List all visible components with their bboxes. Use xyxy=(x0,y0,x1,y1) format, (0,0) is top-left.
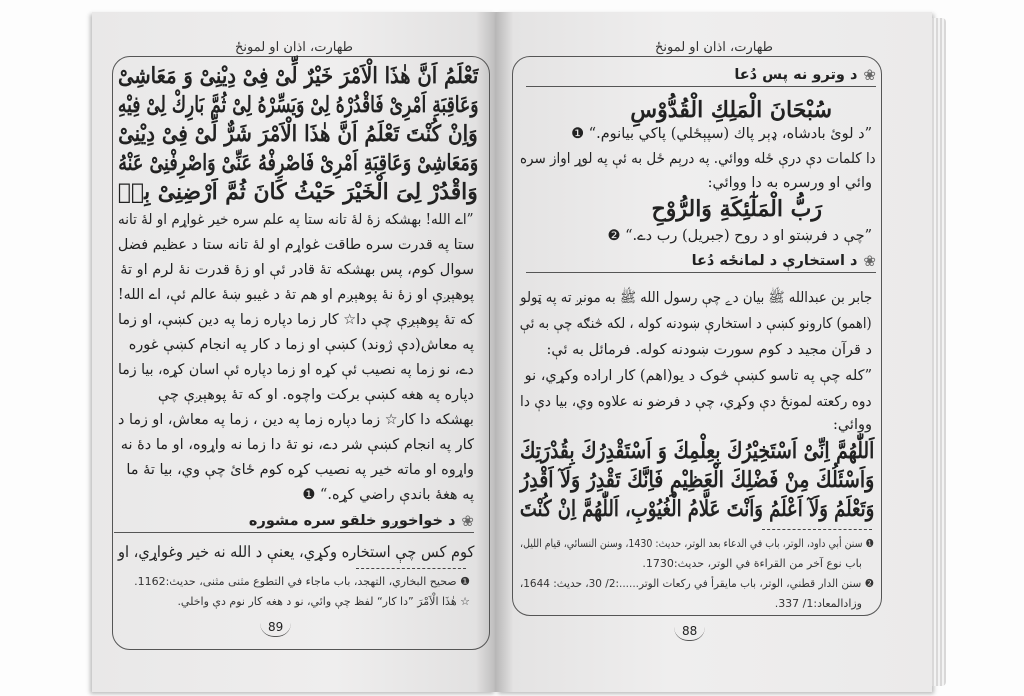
dua-line: وَاَسْئَلُكَ مِنْ فَضْلِكَ الْعَظِيْمِ فَاِنَّكَ تَقْدِرُ وَلَآ اَقْدِرُ xyxy=(519,467,874,493)
body-line: كوم كس چې استخاره وكړي، يعنې د الله نه خير وغواړي، او xyxy=(117,543,474,561)
body-line: دوه ركعته لمونځ دې وكړي، چې د فرضو نه علاوه وي، بيا دې دا xyxy=(520,394,872,410)
dua-line: وَتَعْلَمُ وَلَآ اَعْلَمُ وَاَنْتَ عَلَّامُ الْغُيُوْبِ، اَللّٰهُمَّ اِنْ كُنْتَ xyxy=(519,496,874,522)
translation-line: كه تهٔ پوهېږې چې دا☆ كار زما دپاره زما په دين كښې، او زما xyxy=(117,312,474,328)
flower-ornament-icon: ❀ xyxy=(863,66,876,84)
page-number: 89 xyxy=(260,620,291,637)
body-line: د قرآن مجيد د كوم سورت ښودنه كوله. فرمائل به ئې: xyxy=(546,342,872,358)
dua-line: تَعْلَمُ اَنَّ هٰذَا الْاَمْرَ خَيْرٌ لِّیْ فِیْ دِيْنِیْ وَ مَعَاشِیْ xyxy=(117,63,478,89)
running-header: طهارت، اذان او لمونځ xyxy=(654,40,774,55)
translation-line: سوال كوم، پس بهشكه تهٔ قادر ئې او زهٔ قدرت نهٔ لرم او تهٔ xyxy=(120,262,474,278)
translation-line: كار په انجام كښې شر دے، نو تهٔ دا زما نه واړوه، او ما دهٔ نه xyxy=(120,437,474,453)
section-heading-text: د وترو نه پس دُعا xyxy=(734,67,858,83)
translation-line: بهشكه دا كار☆ زما دپاره زما په دين ، زما په معاش، او زما د xyxy=(118,412,474,428)
open-book xyxy=(92,12,948,692)
section-heading xyxy=(114,512,474,533)
body-line: ”چې د فرښتو او د روح (جبريل) رب دے.“ ❷ xyxy=(607,228,872,244)
section-heading-text: د استخارې د لمانځه دُعا xyxy=(691,253,858,269)
translation-line: ستا په قدرت سره طاقت غواړم او لهٔ تانه ستا د عظيم فضل xyxy=(117,237,474,253)
footnote: ❷ سنن الدار قطني، الوتر، باب مايقرأ في ركعات الوتر......:2/ 30، حديث: 1644، xyxy=(519,577,874,590)
body-line: ووائي: xyxy=(832,417,872,433)
dua-line: وَاِنْ كُنْتَ تَعْلَمُ اَنَّ هٰذَا الْاَمْرَ شَرٌّ لِّیْ فِیْ دِيْنِیْ xyxy=(118,121,478,147)
footnote: ☆ هٰذَا الْاَمْرَ ”دا كار“ لفظ چې وائي، نو د هغه كار نوم دې واخلي. xyxy=(177,595,470,608)
translation-line: ”اے الله! بهشكه زهٔ لهٔ تانه ستا په علم سره خير غواړم او لهٔ تانه xyxy=(118,212,474,228)
translation-line: دپاره په هغه كښې بركت واچوه. او كه تهٔ پوهېږې چې xyxy=(157,387,474,403)
translation-line: پوهېږې او زهٔ نهٔ پوهېږم او هم تهٔ د غيبو ښهٔ عالم ئې، اے الله! xyxy=(117,287,474,303)
left-page xyxy=(92,12,496,692)
body-line: جابر بن عبدالله ﷺ بيان دے چې رسول الله ﷺ به مونږ ته په ټولو xyxy=(519,290,872,306)
footnote-divider xyxy=(762,529,872,530)
dua-line: وَاقْدُرْ لِیَ الْخَيْرَ حَيْثُ كَانَ ثُمَّ اَرْضِنِیْ بِهٖ xyxy=(118,179,478,205)
footnote: ❶ صحيح البخاري، التهجد، باب ماجاء في التطوع مثنى مثنى، حديث:1162. xyxy=(134,575,470,588)
arabic-phrase: رَبُّ الْمَلٰٓئِكَةِ وَالرُّوْحِ xyxy=(651,196,822,222)
right-page xyxy=(496,12,932,692)
footnote: وزادالمعاد:1/ 337. xyxy=(774,597,862,610)
body-line: ”د لوئ بادشاه، ډېر پاك (سپېځلي) پاكي بيانوم.“ ❶ xyxy=(571,126,872,142)
page-edges xyxy=(932,18,946,686)
running-header: طهارت، اذان او لمونځ xyxy=(234,40,354,55)
body-line: (اهمو) كارونو كښې د استخارې ښودنه كوله ، لكه څنګه چې به ئې xyxy=(520,316,872,332)
dua-line: وَعَاقِبَةِ اَمْرِیْ فَاقْدُرْهُ لِیْ وَيَسِّرْهُ لِیْ ثُمَّ بَارِكْ لِیْ فِيْهِ xyxy=(117,92,478,118)
section-heading-text: د خواخوږو خلقو سره مشوره xyxy=(248,513,456,529)
body-line: ”كله چې په تاسو كښې څوک د يو(اهم) كار اراده وكړي، نو xyxy=(524,368,872,384)
arabic-phrase: سُبْحَانَ الْمَلِكِ الْقُدُّوْسِ xyxy=(630,97,832,123)
footnote: ❶ سنن أبي داود، الوتر، باب في الدعاء بعد الوتر، حديث: 1430، وسنن النسائي، قيام الليل، xyxy=(520,537,874,550)
dua-line: اَللّٰهُمَّ اِنِّیْ اَسْتَخِيْرُكَ بِعِلْمِكَ وَ اَسْتَقْدِرُكَ بِقُدْرَتِكَ xyxy=(519,438,874,464)
translation-line: واړوه او ماته خير په نصيب كړه كوم ځائ چې وي، بيا تهٔ ما xyxy=(126,462,474,478)
flower-ornament-icon: ❀ xyxy=(461,512,474,530)
body-line: وائي او ورسره به دا ووائي: xyxy=(707,175,872,191)
dua-line: وَمَعَاشِیْ وَعَاقِبَةِ اَمْرِیْ فَاصْرِفْهُ عَنِّیْ وَاصْرِفْنِیْ عَنْهُ xyxy=(118,150,478,176)
footnote: باب نوع آخر من القراءة في الوتر، حديث:1730. xyxy=(642,557,862,570)
body-line: دا كلمات دې درې ځله ووائي. په درېم ځل به ئې په لوړ اواز سره xyxy=(520,151,876,167)
section-heading xyxy=(526,66,876,87)
translation-line: په معاش(دې ژوند) كښې او زما د كار په انجام كښې غوره xyxy=(128,337,474,353)
translation-line: په هغهٔ باندې راضي كړه.“ ❶ xyxy=(302,487,474,503)
section-heading xyxy=(526,252,876,273)
translation-line: دے، نو زما په نصيب ئې كړه او زما دپاره ئې اسان كړه، بيا زما xyxy=(118,362,474,378)
footnote-divider xyxy=(356,568,466,569)
flower-ornament-icon: ❀ xyxy=(863,252,876,270)
page-number: 88 xyxy=(674,624,705,641)
